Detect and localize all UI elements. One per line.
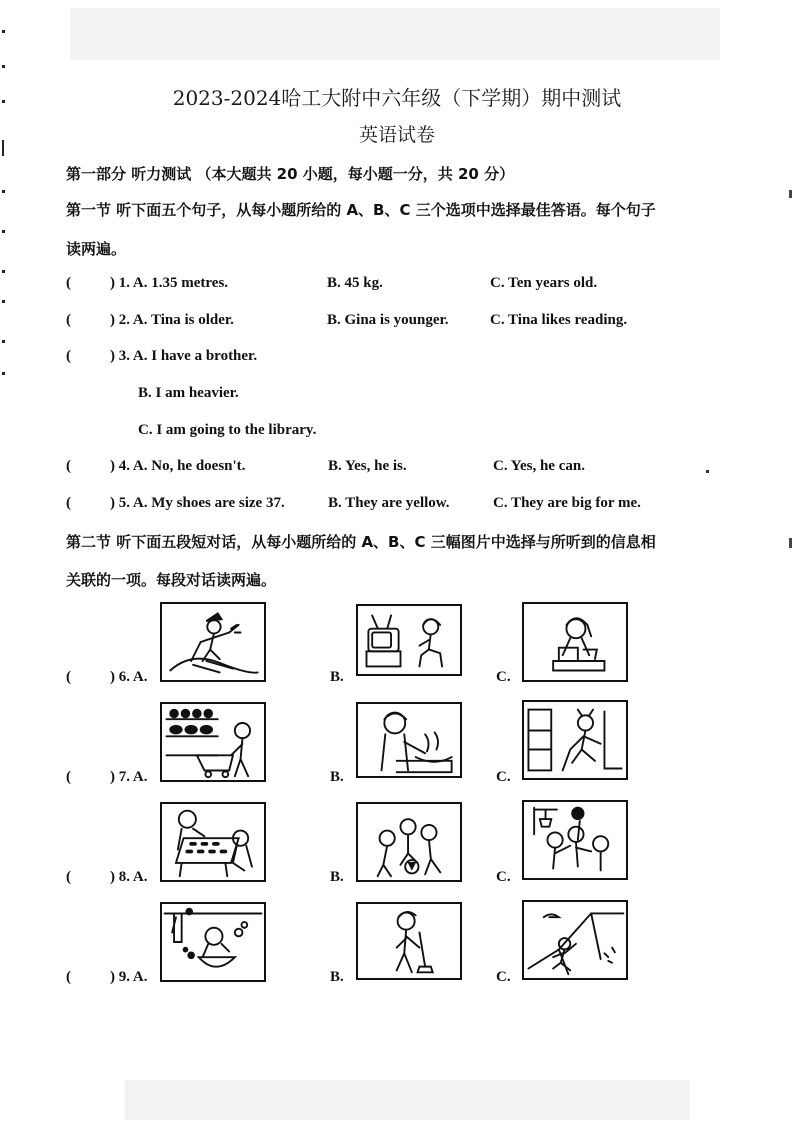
option-a: ) 4. A. No, he doesn't. (110, 458, 246, 474)
section1-instruction-line2: 读两遍。 (66, 240, 127, 258)
picture-reading-at-desk[interactable] (522, 602, 628, 682)
picture-washing-clothes[interactable] (160, 902, 266, 982)
option-c-label: C. (496, 669, 511, 685)
margin-mark (2, 372, 5, 375)
margin-mark (2, 190, 5, 193)
answer-paren[interactable]: ( (66, 769, 71, 785)
option-b: B. 45 kg. (327, 275, 383, 291)
part1-heading: 第一部分 听力测试 （本大题共 20 小题，每小题一分，共 20 分） (66, 165, 515, 183)
option-b-label: B. (330, 669, 344, 685)
option-a-label: ) 9. A. (110, 969, 148, 985)
option-b-label: B. (330, 869, 344, 885)
option-b: B. I am heavier. (138, 385, 239, 401)
option-c-label: C. (496, 969, 511, 985)
exam-subtitle: 英语试卷 (358, 124, 435, 146)
picture-playing-football[interactable] (356, 802, 462, 882)
answer-paren[interactable]: ( (66, 495, 71, 511)
section1-instruction-line1: 第一节 听下面五个句子，从每小题所给的 A、B、C 三个选项中选择最佳答语。每个句子 (66, 201, 656, 219)
picture-playing-chess[interactable] (160, 802, 266, 882)
picture-sweeping-floor[interactable] (356, 902, 462, 980)
option-a: ) 5. A. My shoes are size 37. (110, 495, 285, 511)
margin-mark (2, 65, 5, 68)
answer-paren[interactable]: ( (66, 275, 71, 291)
answer-paren[interactable]: ( (66, 969, 71, 985)
option-c: C. Tina likes reading. (490, 312, 628, 328)
margin-mark (2, 30, 5, 33)
picture-shopping[interactable] (160, 702, 266, 782)
option-c: C. Yes, he can. (493, 458, 585, 474)
picture-watching-tv[interactable] (356, 604, 462, 676)
picture-playing-basketball[interactable] (522, 800, 628, 880)
option-a-label: ) 7. A. (110, 769, 148, 785)
scan-smudge-top (70, 8, 720, 60)
option-a-label: ) 6. A. (110, 669, 148, 685)
answer-paren[interactable]: ( (66, 348, 71, 364)
option-a-label: ) 8. A. (110, 869, 148, 885)
picture-cleaning-room[interactable] (522, 700, 628, 780)
exam-title: 2023-2024哈工大附中六年级（下学期）期中测试 (172, 86, 622, 110)
answer-paren[interactable]: ( (66, 458, 71, 474)
option-b: B. They are yellow. (328, 495, 450, 511)
option-b-label: B. (330, 769, 344, 785)
margin-mark (2, 340, 5, 343)
picture-cooking[interactable] (356, 702, 462, 778)
option-c: C. They are big for me. (493, 495, 641, 511)
option-a: ) 2. A. Tina is older. (110, 312, 234, 328)
section2-instruction-line1: 第二节 听下面五段短对话，从每小题所给的 A、B、C 三幅图片中选择与所听到的信息相 (66, 533, 656, 551)
margin-mark (2, 270, 5, 273)
picture-skiing[interactable] (160, 602, 266, 682)
scan-speck (789, 190, 792, 198)
answer-paren[interactable]: ( (66, 869, 71, 885)
scan-speck (789, 538, 792, 548)
option-c-label: C. (496, 869, 511, 885)
option-c: C. Ten years old. (490, 275, 598, 291)
option-c: C. I am going to the library. (138, 422, 317, 438)
option-a: ) 1. A. 1.35 metres. (110, 275, 229, 291)
picture-climbing-mountain[interactable] (522, 900, 628, 980)
scan-speck (706, 470, 709, 473)
option-b: B. Yes, he is. (328, 458, 407, 474)
scan-smudge-bottom (125, 1080, 690, 1120)
margin-mark (2, 230, 5, 233)
option-c-label: C. (496, 769, 511, 785)
answer-paren[interactable]: ( (66, 669, 71, 685)
section2-instruction-line2: 关联的一项。每段对话读两遍。 (66, 571, 277, 589)
option-a: ) 3. A. I have a brother. (110, 348, 258, 364)
answer-paren[interactable]: ( (66, 312, 71, 328)
option-b: B. Gina is younger. (327, 312, 449, 328)
margin-mark (2, 300, 5, 303)
option-b-label: B. (330, 969, 344, 985)
